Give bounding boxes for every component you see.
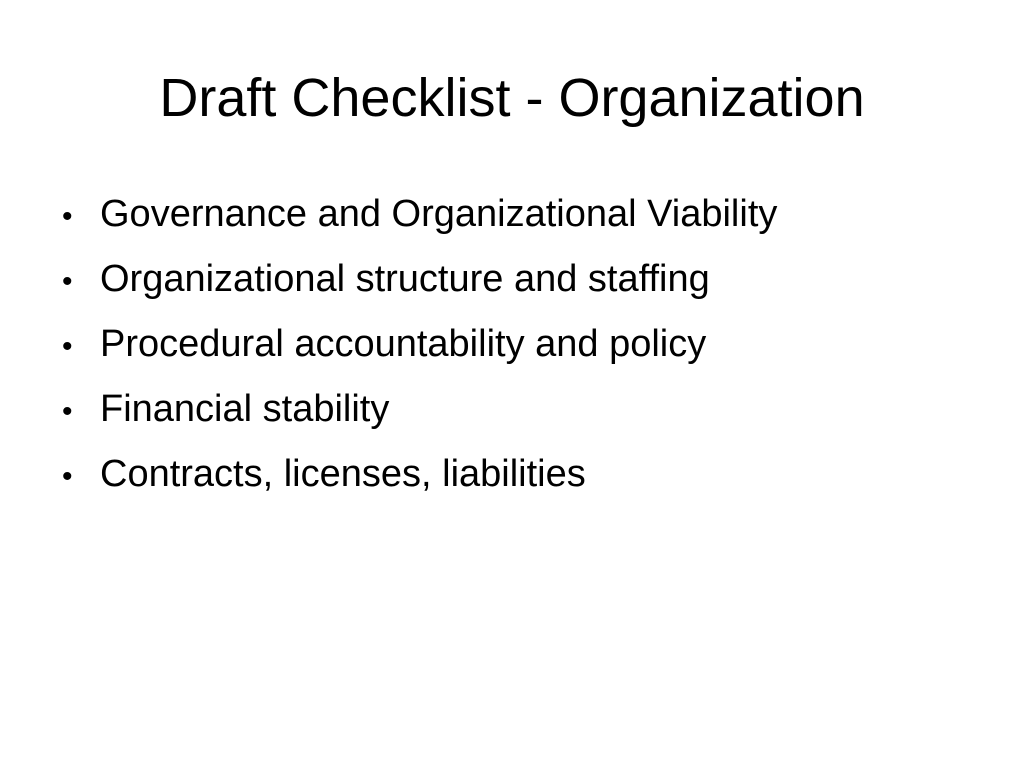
bullet-text: Organizational structure and staffing xyxy=(100,258,710,300)
bullet-text: Governance and Organizational Viability xyxy=(100,193,778,235)
bullet-text: Contracts, licenses, liabilities xyxy=(100,453,586,495)
bullet-item xyxy=(56,186,996,251)
bullet-list xyxy=(56,186,996,511)
bullet-item xyxy=(56,446,996,511)
bullet-icon: • xyxy=(62,330,73,363)
bullet-text: Procedural accountability and policy xyxy=(100,323,707,365)
bullet-icon: • xyxy=(62,395,73,428)
slide-title: Draft Checklist - Organization xyxy=(159,68,865,128)
bullet-icon: • xyxy=(62,460,73,493)
bullet-icon: • xyxy=(62,265,73,298)
bullet-text: Financial stability xyxy=(100,388,390,430)
bullet-item xyxy=(56,381,996,446)
bullet-icon: • xyxy=(62,200,73,233)
bullet-item xyxy=(56,251,996,316)
bullet-item xyxy=(56,316,996,381)
